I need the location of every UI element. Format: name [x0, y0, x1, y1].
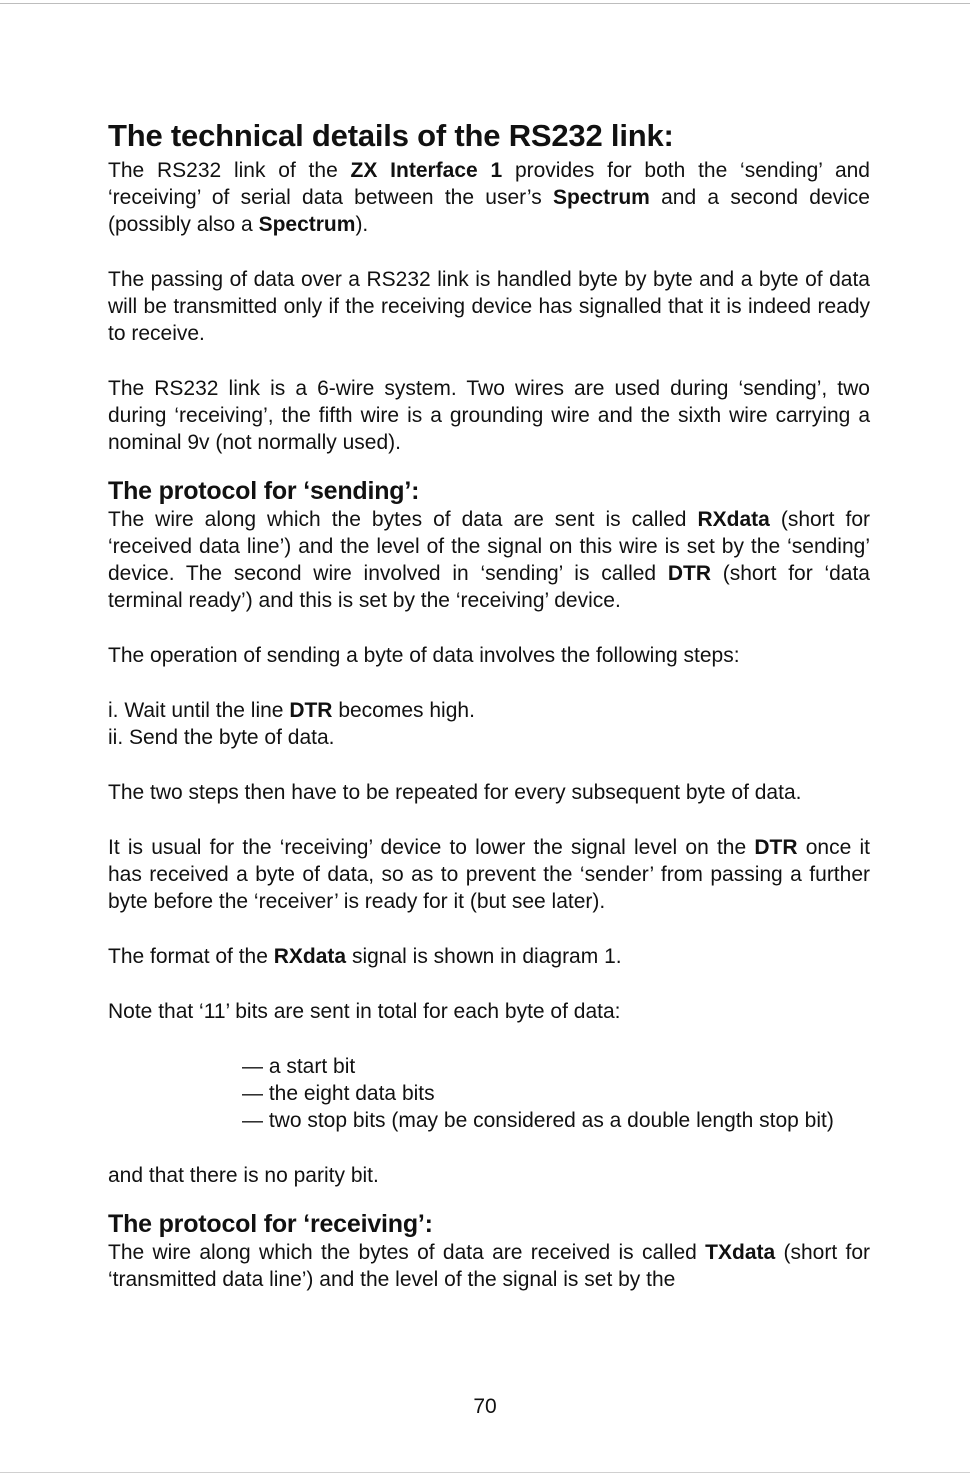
note-paragraph: Note that ‘11’ bits are sent in total for each byte of data:: [108, 1000, 621, 1023]
sending-paragraph: The wire along which the bytes of data are sent is called RXdata (short for ‘received data line’) and the level of the signal on this wire is set by the ‘sending’ device. The second wire involved in ‘sending’ is called DTR (short for ‘data terminal ready’) and this is set by the ‘receiving’ device.: [108, 508, 871, 612]
bold-term: DTR: [667, 562, 712, 585]
list-item: — a start bit: [242, 1055, 356, 1078]
top-scan-edge: [0, 3, 970, 4]
format-paragraph: The format of the RXdata signal is shown in diagram 1.: [108, 945, 622, 968]
bold-term: ZX Interface 1: [350, 159, 503, 182]
main-heading: The technical details of the RS232 link:: [108, 118, 674, 153]
bold-term: DTR: [754, 836, 798, 859]
lower-signal-paragraph: It is usual for the ‘receiving’ device to lower the signal level on the DTR once it has received a byte of data, so as to prevent the ‘sender’ from passing a further byte before the ‘receiver’ is ready for it (but see later).: [108, 836, 870, 913]
bold-term: RXdata: [273, 945, 347, 968]
receiving-paragraph: The wire along which the bytes of data are received is called TXdata (short for ‘transmitted data line’) and the level of the signal is set by the: [108, 1241, 871, 1291]
step-item: ii. Send the byte of data.: [108, 726, 335, 749]
steps-intro-paragraph: The operation of sending a byte of data involves the following steps:: [108, 644, 740, 667]
sending-heading: The protocol for ‘sending’:: [108, 477, 420, 505]
bold-term: TXdata: [705, 1241, 776, 1264]
bold-term: Spectrum: [552, 186, 650, 209]
intro-paragraph: The RS232 link of the ZX Interface 1 provides for both the ‘sending’ and ‘receiving’ of serial data between the user’s Spectrum and a second device (possibly also a Spectrum).: [108, 159, 870, 236]
step-item: i. Wait until the line DTR becomes high.: [108, 699, 475, 722]
list-item: — two stop bits (may be considered as a double length stop bit): [242, 1109, 834, 1132]
bytes-paragraph: The passing of data over a RS232 link is handled byte by byte and a byte of data will be transmitted only if the receiving device has signalled that it is indeed ready to receive.: [108, 268, 870, 345]
wires-paragraph: The RS232 link is a 6-wire system. Two wires are used during ‘sending’, two during ‘receiving’, the fifth wire is a grounding wire and the sixth wire carrying a nominal 9v (not normally used).: [108, 377, 870, 454]
page-number: 70: [473, 1395, 497, 1418]
receiving-heading: The protocol for ‘receiving’:: [108, 1210, 433, 1238]
parity-paragraph: and that there is no parity bit.: [108, 1164, 379, 1187]
bold-term: RXdata: [697, 508, 770, 531]
bold-term: DTR: [289, 699, 333, 722]
repeat-paragraph: The two steps then have to be repeated for every subsequent byte of data.: [108, 781, 802, 804]
bold-term: Spectrum: [258, 213, 356, 236]
manual-page: [108, 116, 870, 1293]
steps-list: [108, 697, 870, 751]
list-item: — the eight data bits: [242, 1082, 435, 1105]
bits-list: [242, 1053, 870, 1134]
bottom-scan-edge: [0, 1472, 970, 1473]
